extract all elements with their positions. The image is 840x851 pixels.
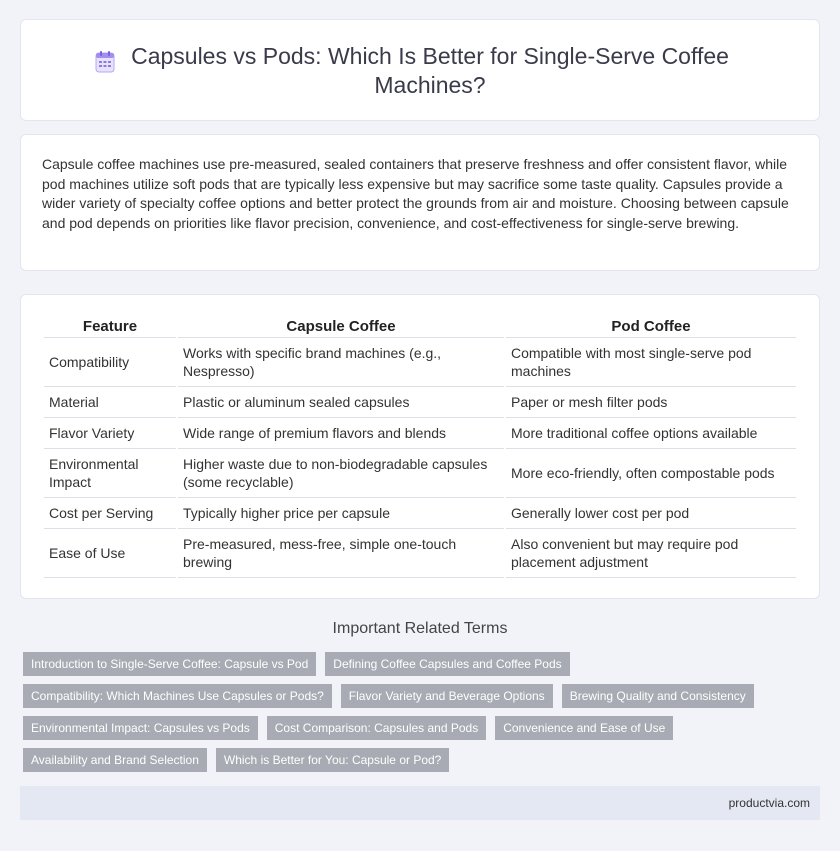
cell-capsule: Higher waste due to non-biodegradable capsules (some recyclable) — [178, 449, 504, 498]
cell-pod: Also convenient but may require pod placement adjustment — [506, 529, 796, 578]
cell-capsule: Wide range of premium flavors and blends — [178, 418, 504, 449]
related-term-tag[interactable]: Which is Better for You: Capsule or Pod? — [216, 748, 449, 772]
cell-pod: More eco-friendly, often compostable pods — [506, 449, 796, 498]
table-row — [44, 498, 796, 529]
table-row — [44, 338, 796, 387]
cell-feature: Ease of Use — [44, 529, 176, 578]
cell-feature: Compatibility — [44, 338, 176, 387]
cell-capsule: Plastic or aluminum sealed capsules — [178, 387, 504, 418]
cell-pod: More traditional coffee options available — [506, 418, 796, 449]
related-term-tag[interactable]: Defining Coffee Capsules and Coffee Pods — [325, 652, 569, 676]
table-row — [44, 387, 796, 418]
page-title: Capsules vs Pods: Which Is Better for Single-Serve Coffee Machines? — [131, 43, 729, 98]
cell-capsule: Pre-measured, mess-free, simple one-touch brewing — [178, 529, 504, 578]
cell-pod: Compatible with most single-serve pod machines — [506, 338, 796, 387]
related-term-tag[interactable]: Cost Comparison: Capsules and Pods — [267, 716, 486, 740]
related-terms-list — [23, 652, 823, 780]
comparison-card — [20, 294, 820, 599]
cell-capsule: Typically higher price per capsule — [178, 498, 504, 529]
header-card — [20, 19, 820, 121]
cell-pod: Generally lower cost per pod — [506, 498, 796, 529]
cell-pod: Paper or mesh filter pods — [506, 387, 796, 418]
footer — [20, 786, 820, 820]
table-row — [44, 418, 796, 449]
cell-feature: Cost per Serving — [44, 498, 176, 529]
related-terms-heading: Important Related Terms — [332, 620, 508, 637]
cell-feature: Flavor Variety — [44, 418, 176, 449]
related-term-tag[interactable]: Availability and Brand Selection — [23, 748, 207, 772]
header-capsule: Capsule Coffee — [178, 315, 504, 338]
related-term-tag[interactable]: Convenience and Ease of Use — [495, 716, 673, 740]
related-term-tag[interactable]: Environmental Impact: Capsules vs Pods — [23, 716, 258, 740]
header-feature: Feature — [44, 315, 176, 338]
comparison-table — [42, 315, 798, 578]
footer-site-link[interactable]: productvia.com — [728, 796, 810, 810]
cell-feature: Material — [44, 387, 176, 418]
cell-feature: Environmental Impact — [44, 449, 176, 498]
table-row — [44, 449, 796, 498]
intro-paragraph: Capsule coffee machines use pre-measured, sealed containers that preserve freshness and offer consistent flavor, while pod machines utilize soft pods that are typically less expensive but may sacrifice some taste quality. Capsules provide a wider variety of specialty coffee options and better protect the grounds from air and moisture. Choosing between capsule and pod depends on priorities like flavor precision, convenience, and cost-effectiveness for single-serve brewing. — [42, 156, 789, 231]
cell-capsule: Works with specific brand machines (e.g., Nespresso) — [178, 338, 504, 387]
intro-card — [20, 134, 820, 271]
related-term-tag[interactable]: Flavor Variety and Beverage Options — [341, 684, 553, 708]
table-row — [44, 529, 796, 578]
related-term-tag[interactable]: Compatibility: Which Machines Use Capsules or Pods? — [23, 684, 332, 708]
related-term-tag[interactable]: Brewing Quality and Consistency — [562, 684, 754, 708]
header-pod: Pod Coffee — [506, 315, 796, 338]
related-term-tag[interactable]: Introduction to Single-Serve Coffee: Capsule vs Pod — [23, 652, 316, 676]
